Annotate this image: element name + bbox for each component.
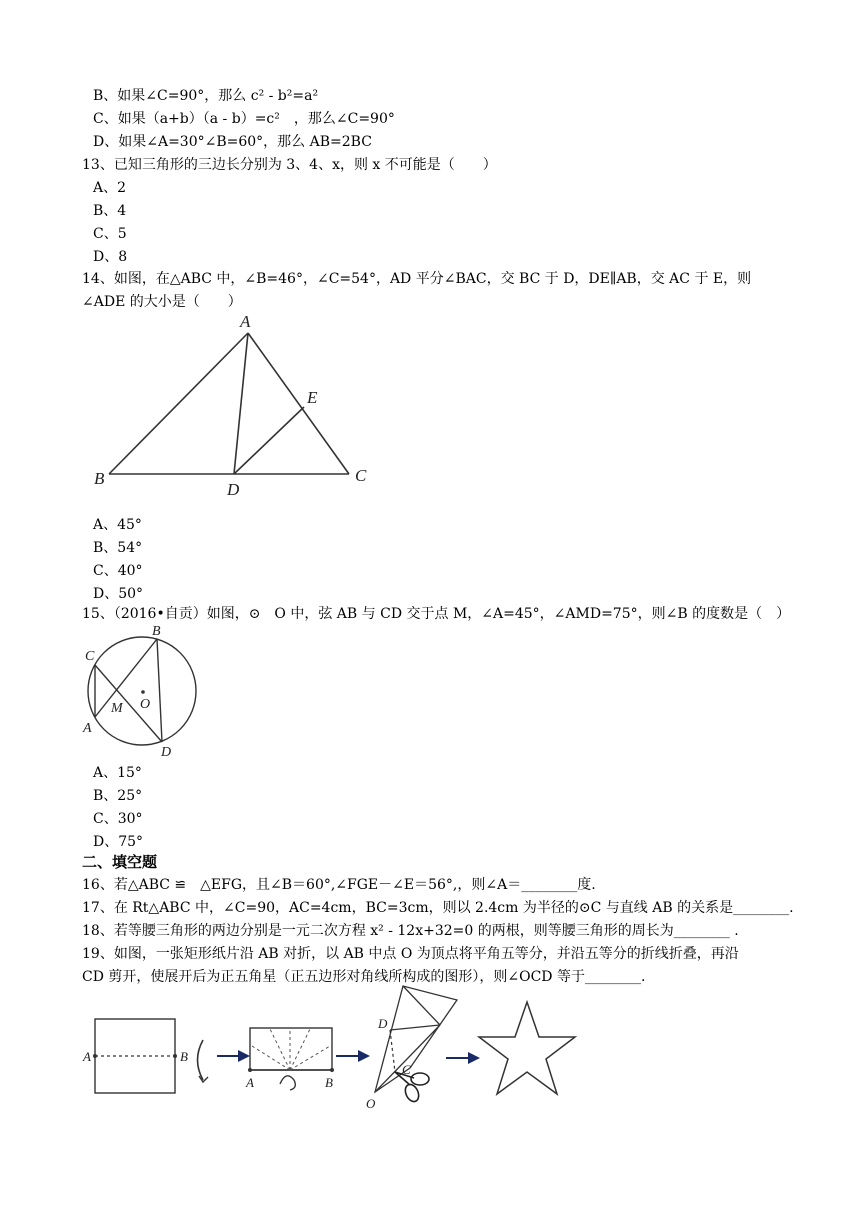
q12-option-c: C、如果（a+b）（a - b）=c² ，那么∠C=90° [93,111,395,127]
q12-option-d: D、如果∠A=30°∠B=60°，那么 AB=2BC [93,134,372,150]
folded-rectangle [250,1028,332,1070]
q12-option-b: B、如果∠C=90°，那么 c² - b²=a² [93,88,319,104]
fold-arrowhead-icon [199,1076,208,1082]
point-a [93,1054,97,1058]
q19-label-d: D [378,1016,388,1031]
section-title: 二、填空题 [82,853,158,871]
q15-option-b: B、25° [93,788,143,804]
q15-label-d: D [161,745,172,760]
q19-label-o: O [366,1096,376,1111]
step-arrowhead-1-icon [238,1050,250,1062]
q19-line2: CD 剪开，使展开后为正五角星（正五边形对角线所构成的图形），则∠OCD 等于________. [82,969,646,985]
q15-label-b: B [152,624,161,639]
q15-label-c: C [85,649,95,664]
q13-option-b: B、4 [93,203,127,219]
point-a2 [248,1068,252,1072]
point-b2 [330,1068,334,1072]
q15-label-o: O [140,697,151,712]
q14-label-c: C [355,466,367,485]
q14-stem-line2: ∠ADE 的大小是（ ） [82,294,242,310]
scissors-icon [395,1072,429,1104]
q14-option-b: B、54° [93,540,143,556]
cut-line-cd [390,1030,395,1072]
q19-label-b2: B [325,1075,333,1090]
step-arrowhead-2-icon [358,1050,370,1062]
folded-wedge [375,986,457,1092]
rotate-fold-icon [280,1076,295,1090]
q14-label-a: A [240,312,251,331]
five-point-star-icon [479,1002,575,1094]
q15-stem: 15、（2016•自贡）如图，⊙ O 中，弦 AB 与 CD 交于点 M，∠A=45°，∠AMD=75°，则∠B 的度数是（ ） [82,606,791,622]
q16-text: 16、若△ABC ≌ △EFG，且∠B＝60°,∠FGE－∠E＝56°,，则∠A＝________度. [82,877,596,893]
q14-option-c: C、40° [93,563,143,579]
q15-option-a: A、15° [93,765,142,781]
q19-label-a2: A [246,1075,254,1090]
q19-label-c: C [402,1062,411,1077]
q14-stem-line1: 14、如图，在△ABC 中，∠B=46°，∠C=54°，AD 平分∠BAC，交 BC 于 D，DE∥AB，交 AC 于 E，则 [82,271,752,287]
q14-option-a: A、45° [93,517,142,533]
point-b [173,1054,177,1058]
q14-label-d: D [227,480,240,499]
q13-option-c: C、5 [93,226,127,242]
q13-option-a: A、2 [93,180,127,196]
q15-option-d: D、75° [93,834,144,850]
q13-stem: 13、已知三角形的三边长分别为 3、4、x，则 x 不可能是（ ） [82,157,497,173]
q14-option-d: D、50° [93,586,144,602]
q14-label-b: B [94,469,105,488]
q18-text: 18、若等腰三角形的两边分别是一元二次方程 x² - 12x+32=0 的两根，则等腰三角形的周长为________ . [82,923,739,939]
q17-text: 17、在 Rt△ABC 中，∠C=90，AC=4cm，BC=3cm，则以 2.4cm 为半径的⊙C 与直线 AB 的关系是________. [82,900,794,916]
q13-option-d: D、8 [93,249,128,265]
fold-arrow-icon [198,1040,204,1080]
step-arrowhead-3-icon [468,1052,480,1064]
q19-line1: 19、如图，一张矩形纸片沿 AB 对折，以 AB 中点 O 为顶点将平角五等分，并沿五等分的折线折叠，再沿 [82,946,739,962]
q15-label-a: A [83,721,92,736]
q15-label-m: M [111,701,123,716]
five-part-rays [252,1029,330,1070]
q19-label-a1: A [83,1049,91,1064]
q15-option-c: C、30° [93,811,143,827]
q14-label-e: E [307,388,318,407]
q19-label-b1: B [180,1049,188,1064]
